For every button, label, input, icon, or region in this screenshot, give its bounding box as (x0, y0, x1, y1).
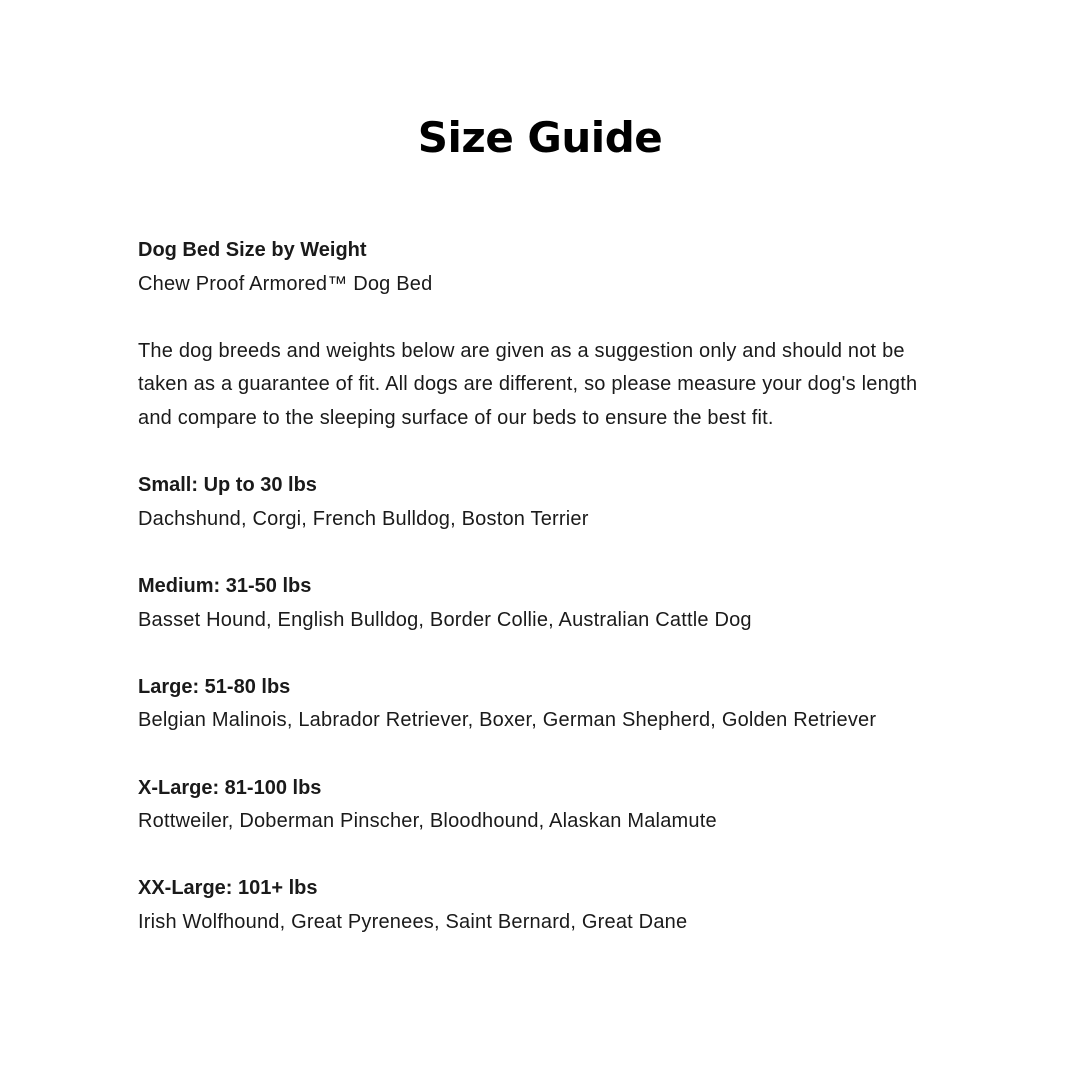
size-label: Large: 51-80 lbs (138, 675, 291, 698)
disclaimer-block (138, 335, 948, 436)
size-label: X-Large: 81-100 lbs (138, 776, 322, 799)
size-breeds: Irish Wolfhound, Great Pyrenees, Saint Bernard, Great Dane (138, 910, 688, 933)
size-xx-large (138, 872, 948, 939)
size-x-large (138, 772, 948, 839)
size-guide-content (138, 234, 948, 973)
intro-block (138, 234, 948, 301)
size-breeds: Basset Hound, English Bulldog, Border Collie, Australian Cattle Dog (138, 608, 752, 631)
intro-heading: Dog Bed Size by Weight (138, 239, 367, 261)
size-breeds: Belgian Malinois, Labrador Retriever, Boxer, German Shepherd, Golden Retriever (138, 709, 877, 732)
size-label: Medium: 31-50 lbs (138, 574, 312, 597)
size-small (138, 469, 948, 536)
size-breeds: Dachshund, Corgi, French Bulldog, Boston Terrier (138, 507, 589, 530)
size-breeds: Rottweiler, Doberman Pinscher, Bloodhound, Alaskan Malamute (138, 810, 717, 833)
size-label: Small: Up to 30 lbs (138, 474, 317, 497)
size-large (138, 671, 948, 738)
product-name: Chew Proof Armored™ Dog Bed (138, 272, 433, 295)
page-title: Size Guide (417, 113, 663, 163)
size-medium (138, 570, 948, 637)
size-label: XX-Large: 101+ lbs (138, 877, 318, 900)
disclaimer-text: The dog breeds and weights below are given as a suggestion only and should not be taken as a guarantee of fit. All dogs are different, so please measure your dog's length and compare to the sleeping surface of our beds to ensure the best fit. (138, 339, 918, 429)
